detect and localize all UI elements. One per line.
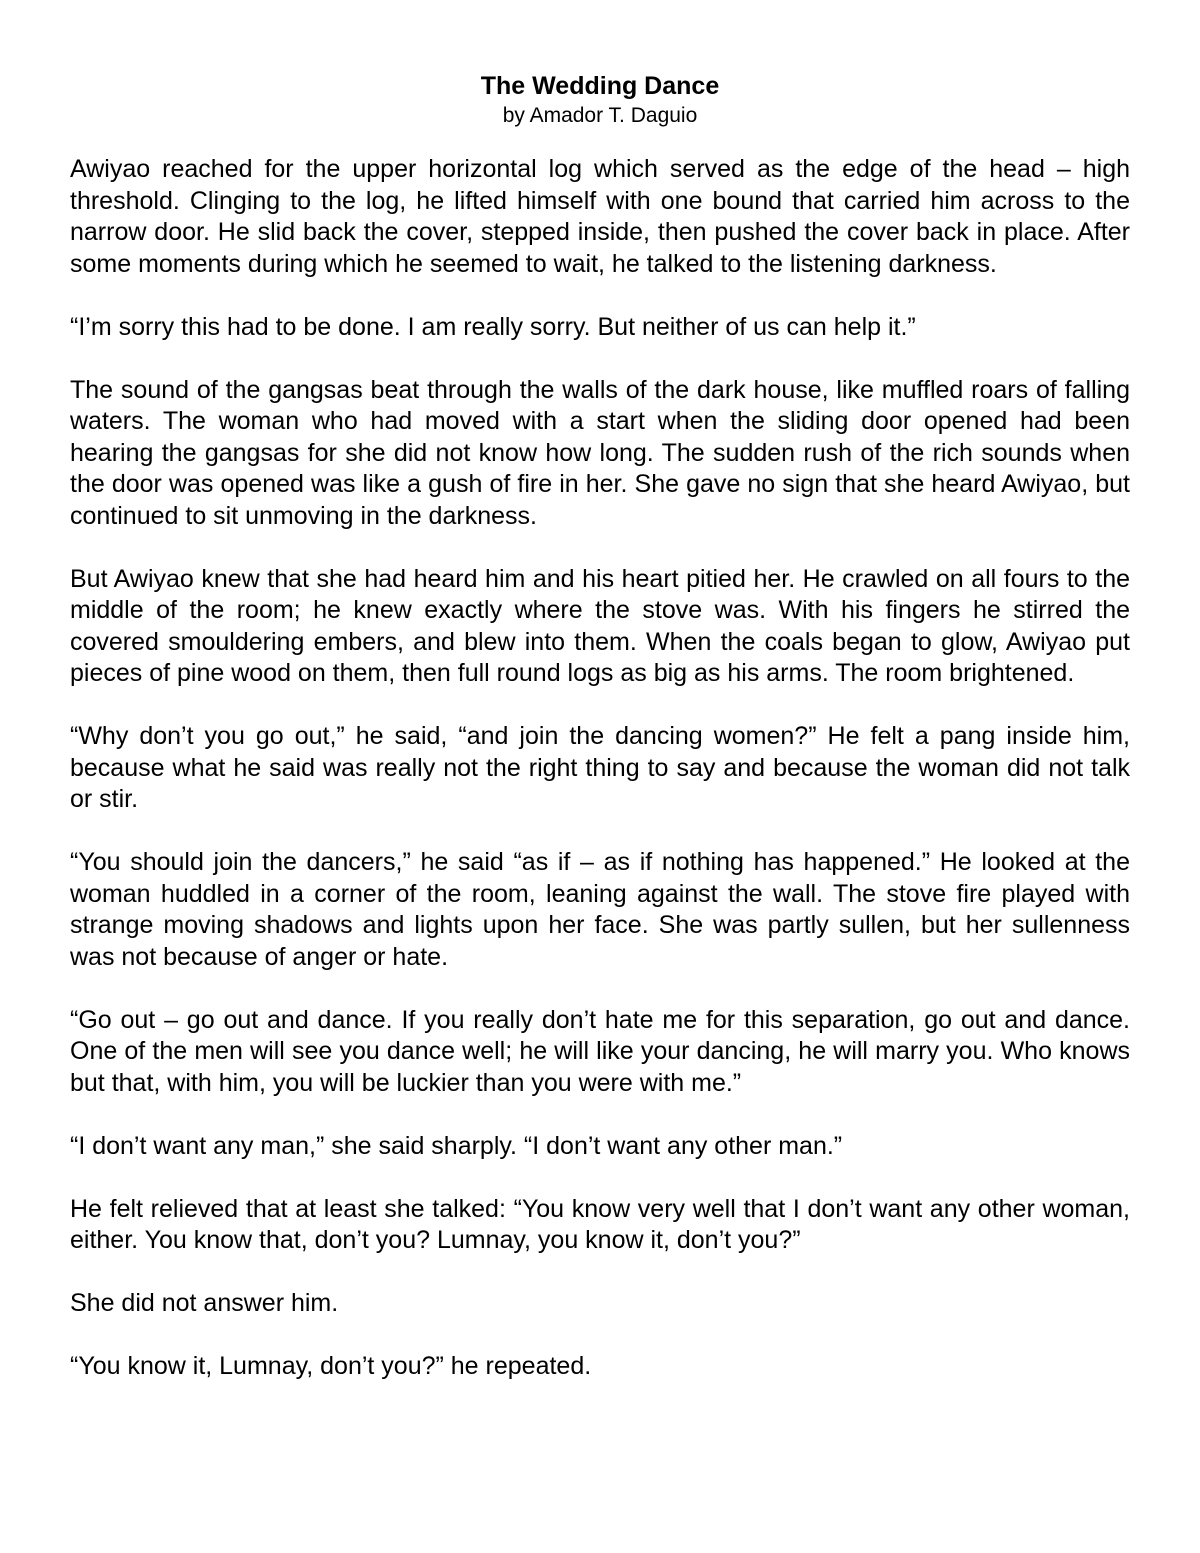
paragraph: “I don’t want any man,” she said sharply. “I don’t want any other man.”	[70, 1131, 843, 1160]
paragraph: “I’m sorry this had to be done. I am really sorry. But neither of us can help it.”	[70, 312, 916, 341]
paragraph: “You should join the dancers,” he said “as if – as if nothing has happened.” He looked at the woman huddled in a corner of the room, leaning against the wall. The stove fire played with strange moving shadows and lights upon her face. She was partly sullen, but her sullenness was not because of anger or hate.	[70, 848, 1130, 971]
paragraph: She did not answer him.	[70, 1289, 339, 1317]
paragraph: He felt relieved that at least she talked: “You know very well that I don’t want any other woman, either. You know that, don’t you? Lumnay, you know it, don’t you?”	[70, 1194, 1130, 1254]
document-page	[70, 70, 1130, 1414]
paragraph: The sound of the gangsas beat through the walls of the dark house, like muffled roars of falling waters. The woman who had moved with a start when the sliding door opened had been hearing the gangsas for she did not know how long. The sudden rush of the rich sounds when the door was opened was like a gush of fire in her. She gave no sign that she heard Awiyao, but continued to sit unmoving in the darkness.	[70, 375, 1130, 530]
paragraph: “Why don’t you go out,” he said, “and join the dancing women?” He felt a pang inside him, because what he said was really not the right thing to say and because the woman did not talk or stir.	[70, 722, 1130, 813]
paragraph: Awiyao reached for the upper horizontal log which served as the edge of the head – high threshold. Clinging to the log, he lifted himself with one bound that carried him across to the narrow door. He slid back the cover, stepped inside, then pushed the cover back in place. After some moments during which he seemed to wait, he talked to the listening darkness.	[70, 155, 1130, 278]
document-title: The Wedding Dance	[480, 72, 720, 100]
paragraph: “Go out – go out and dance. If you really don’t hate me for this separation, go out and dance. One of the men will see you dance well; he will like your dancing, he will marry you. Who knows but that, with him, you will be luckier than you were with me.”	[70, 1005, 1130, 1097]
author-byline: by Amador T. Daguio	[502, 104, 698, 127]
paragraph: “You know it, Lumnay, don’t you?” he repeated.	[70, 1352, 592, 1380]
paragraph: But Awiyao knew that she had heard him and his heart pitied her. He crawled on all fours to the middle of the room; he knew exactly where the stove was. With his fingers he stirred the covered smouldering embers, and blew into them. When the coals began to glow, Awiyao put pieces of pine wood on them, then full round logs as big as his arms. The room brightened.	[70, 564, 1130, 687]
